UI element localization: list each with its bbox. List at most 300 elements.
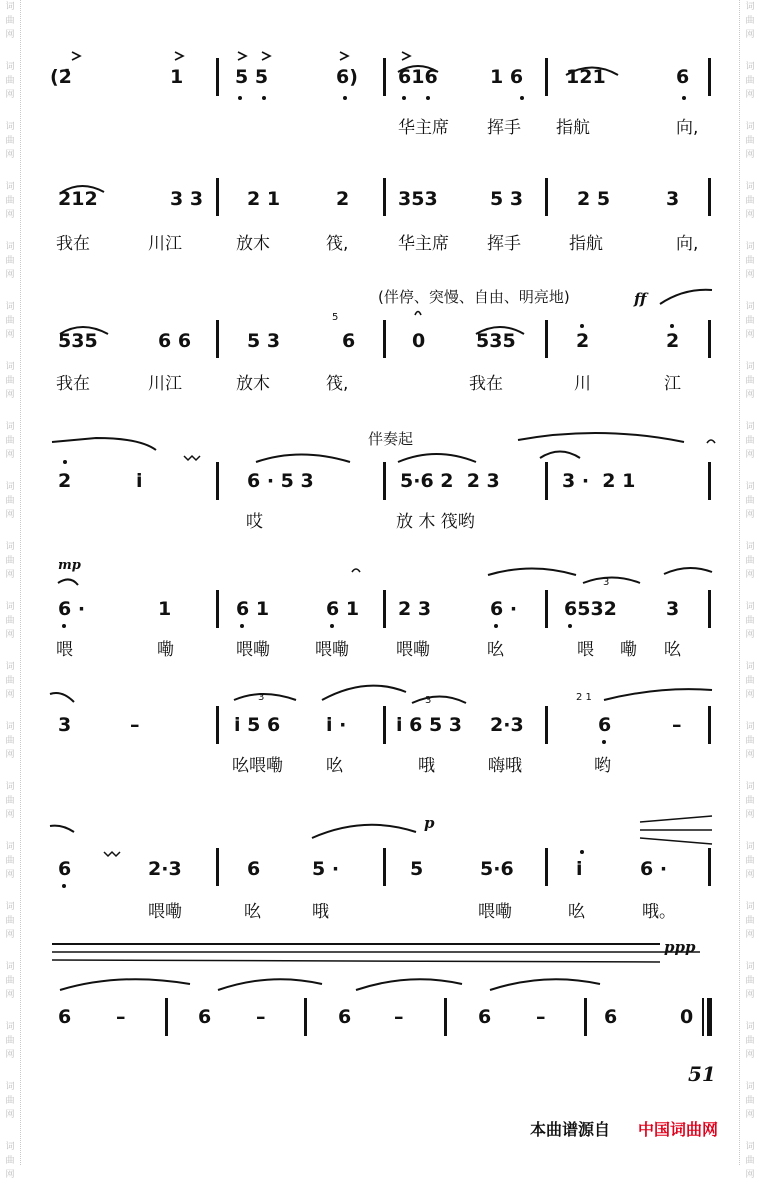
barline xyxy=(708,590,711,628)
watermark-char: 曲 xyxy=(745,316,755,326)
barline xyxy=(545,590,548,628)
glissando xyxy=(104,852,120,856)
slur xyxy=(58,579,78,585)
watermark-char: 词 xyxy=(5,302,15,312)
slur xyxy=(60,979,190,990)
note: 2·3 xyxy=(148,858,182,880)
barline xyxy=(216,320,219,358)
note: 5 3 xyxy=(490,188,524,210)
note: 6 1 xyxy=(326,598,360,620)
barline xyxy=(545,178,548,216)
watermark-char: 词 xyxy=(745,662,755,672)
lyric: 喂嘞 xyxy=(148,902,182,922)
note: 6 xyxy=(58,1006,72,1028)
note: 2 xyxy=(666,330,680,352)
note: (2̇ xyxy=(50,66,72,88)
slur xyxy=(218,979,322,990)
octave-dot xyxy=(330,624,334,628)
barline xyxy=(708,178,711,216)
watermark-char: 曲 xyxy=(5,496,15,506)
watermark-char: 曲 xyxy=(5,916,15,926)
watermark-char: 曲 xyxy=(5,136,15,146)
watermark-char: 曲 xyxy=(745,1036,755,1046)
barline xyxy=(216,58,219,96)
note: 3 xyxy=(666,188,680,210)
note: 6 xyxy=(58,858,72,880)
slur xyxy=(490,979,600,990)
note: – xyxy=(394,1006,404,1028)
watermark-char: 词 xyxy=(5,962,15,972)
grace-note: 2 1 xyxy=(576,692,592,703)
hairpin xyxy=(640,838,712,844)
lyric: 挥手 xyxy=(487,118,521,138)
note: 3 xyxy=(666,598,680,620)
watermark-char: 词 xyxy=(5,122,15,132)
note: 6 xyxy=(598,714,612,736)
watermark-char: 词 xyxy=(745,182,755,192)
tuplet-bracket xyxy=(234,694,296,700)
watermark-char: 网 xyxy=(745,690,755,700)
fermata xyxy=(707,440,715,443)
accompaniment-cue: 伴奏起 xyxy=(368,430,414,448)
watermark-char: 曲 xyxy=(745,76,755,86)
tie xyxy=(52,438,156,450)
watermark-char: 网 xyxy=(745,750,755,760)
watermark-char: 词 xyxy=(745,422,755,432)
dynamic-marking: ppp xyxy=(664,938,696,956)
barline xyxy=(216,590,219,628)
lyric: 喂嘞 xyxy=(315,640,349,660)
note: 6 xyxy=(478,1006,492,1028)
barline xyxy=(708,58,711,96)
note: 3 xyxy=(58,714,72,736)
watermark-char: 曲 xyxy=(745,856,755,866)
lyric: 川 xyxy=(574,374,591,394)
watermark-char: 网 xyxy=(5,330,15,340)
barline xyxy=(584,998,587,1036)
note: 6 · xyxy=(640,858,668,880)
dynamic-marking: mp xyxy=(58,558,81,573)
watermark-char: 词 xyxy=(745,782,755,792)
watermark-char: 网 xyxy=(5,990,15,1000)
note: 6532 xyxy=(564,598,617,620)
lyric: 吆 xyxy=(326,756,343,776)
accent-mark xyxy=(402,52,410,60)
lyric: 哦。 xyxy=(642,902,676,922)
watermark-char: 词 xyxy=(5,662,15,672)
note: 6 1 xyxy=(236,598,270,620)
watermark-char: 词 xyxy=(745,542,755,552)
watermark-char: 词 xyxy=(5,482,15,492)
lyric: 喂 xyxy=(56,640,73,660)
watermark-char: 网 xyxy=(745,1170,755,1180)
slur xyxy=(604,689,712,700)
note: 2 xyxy=(576,330,590,352)
watermark-char: 网 xyxy=(745,1050,755,1060)
barline xyxy=(216,462,219,500)
watermark-char: 网 xyxy=(745,150,755,160)
watermark-char: 曲 xyxy=(745,16,755,26)
barline xyxy=(383,58,386,96)
watermark-char: 网 xyxy=(745,570,755,580)
hairpin xyxy=(52,960,660,962)
barline xyxy=(216,848,219,886)
note: 6 xyxy=(247,858,261,880)
watermark-char: 曲 xyxy=(5,736,15,746)
lyric: 向, xyxy=(676,234,699,254)
watermark-char: 曲 xyxy=(5,856,15,866)
tie xyxy=(50,826,74,832)
watermark-char: 词 xyxy=(745,962,755,972)
watermark-char: 网 xyxy=(745,210,755,220)
lyric: 吆 xyxy=(487,640,504,660)
lyric: 向, xyxy=(676,118,699,138)
watermark-char: 网 xyxy=(5,270,15,280)
slur xyxy=(540,452,580,459)
note: i 6 5 3 xyxy=(396,714,463,736)
slur xyxy=(356,979,462,990)
barline xyxy=(708,706,711,744)
watermark-char: 网 xyxy=(5,1170,15,1180)
octave-dot xyxy=(62,624,66,628)
fermata xyxy=(352,569,360,572)
watermark-char: 曲 xyxy=(5,976,15,986)
watermark-char: 曲 xyxy=(745,1096,755,1106)
watermark-char: 词 xyxy=(745,2,755,12)
watermark-char: 网 xyxy=(745,510,755,520)
lyric: 哟 xyxy=(594,756,611,776)
octave-dot xyxy=(494,624,498,628)
final-barline-thick xyxy=(707,998,712,1036)
slur xyxy=(398,454,476,462)
watermark-char: 曲 xyxy=(745,556,755,566)
svg-text:3: 3 xyxy=(603,577,610,588)
note: i xyxy=(576,858,583,880)
watermark-char: 网 xyxy=(745,930,755,940)
note: 6 6 xyxy=(158,330,192,352)
note: 5·6 xyxy=(480,858,514,880)
watermark-char: 词 xyxy=(5,722,15,732)
barline xyxy=(383,320,386,358)
lyric: 川江 xyxy=(148,234,182,254)
note: – xyxy=(116,1006,126,1028)
octave-dot xyxy=(580,324,584,328)
note: 1 xyxy=(170,66,184,88)
svg-text:3: 3 xyxy=(258,692,265,703)
tuplet-bracket xyxy=(412,697,466,704)
glissando xyxy=(184,456,200,460)
watermark-char: 曲 xyxy=(5,256,15,266)
watermark-char: 词 xyxy=(745,482,755,492)
barline xyxy=(216,178,219,216)
watermark-char: 词 xyxy=(745,242,755,252)
watermark-char: 曲 xyxy=(5,436,15,446)
lyric: 吆 xyxy=(664,640,681,660)
note: 1 xyxy=(158,598,172,620)
final-barline-thin xyxy=(702,998,704,1036)
octave-dot xyxy=(426,96,430,100)
watermark-char: 曲 xyxy=(5,16,15,26)
barline xyxy=(216,706,219,744)
watermark-char: 词 xyxy=(5,422,15,432)
watermark-char: 网 xyxy=(745,810,755,820)
watermark-char: 曲 xyxy=(5,556,15,566)
watermark-char: 曲 xyxy=(745,616,755,626)
lyric: 放木 xyxy=(236,374,270,394)
barline xyxy=(545,848,548,886)
slur xyxy=(518,433,684,442)
note: i 5 6 xyxy=(234,714,281,736)
lyric: 嘞 xyxy=(620,640,637,660)
watermark-char: 词 xyxy=(745,302,755,312)
watermark-char: 曲 xyxy=(745,736,755,746)
note: 5·6 2 2 3 xyxy=(400,470,500,492)
lyric: 江 xyxy=(664,374,681,394)
octave-dot xyxy=(670,324,674,328)
note: 5 xyxy=(410,858,424,880)
octave-dot xyxy=(682,96,686,100)
lyric: 我在 xyxy=(56,234,90,254)
note: 353 xyxy=(398,188,438,210)
note: 535 xyxy=(58,330,98,352)
note: 616 xyxy=(398,66,438,88)
watermark-char: 曲 xyxy=(5,316,15,326)
watermark-char: 曲 xyxy=(745,676,755,686)
dynamic-marking: p xyxy=(424,814,435,832)
note: i · xyxy=(326,714,347,736)
octave-dot xyxy=(262,96,266,100)
note: 6 xyxy=(676,66,690,88)
watermark-char: 网 xyxy=(5,1050,15,1060)
lyric: 川江 xyxy=(148,374,182,394)
lyric: 喂 xyxy=(577,640,594,660)
note: 3 · 2 1 xyxy=(562,470,636,492)
watermark-char: 词 xyxy=(745,1082,755,1092)
watermark-char: 词 xyxy=(5,362,15,372)
watermark-char: 曲 xyxy=(745,376,755,386)
source-label: 本曲谱源自 xyxy=(530,1120,611,1139)
watermark-char: 词 xyxy=(5,242,15,252)
note: – xyxy=(256,1006,266,1028)
watermark-char: 曲 xyxy=(5,676,15,686)
barline xyxy=(383,706,386,744)
octave-dot xyxy=(63,460,67,464)
barline xyxy=(545,58,548,96)
watermark-char: 网 xyxy=(5,390,15,400)
barline xyxy=(383,590,386,628)
watermark-char: 词 xyxy=(5,602,15,612)
barline xyxy=(545,706,548,744)
watermark-char: 词 xyxy=(5,842,15,852)
watermark-char: 曲 xyxy=(5,1156,15,1166)
page-number: 51 xyxy=(688,1062,716,1086)
lyric: 挥手 xyxy=(487,234,521,254)
lyric: 嗨哦 xyxy=(488,756,522,776)
watermark-char: 网 xyxy=(745,450,755,460)
site-name[interactable]: 中国词曲网 xyxy=(638,1120,719,1139)
watermark-char: 曲 xyxy=(745,796,755,806)
watermark-char: 词 xyxy=(745,1022,755,1032)
watermark-char: 曲 xyxy=(745,436,755,446)
watermark-char: 词 xyxy=(745,62,755,72)
note: 5 3 xyxy=(247,330,281,352)
watermark-char: 网 xyxy=(745,990,755,1000)
watermark-char: 网 xyxy=(5,630,15,640)
accent-mark xyxy=(262,52,270,60)
note: 6 xyxy=(342,330,356,352)
watermark-char: 网 xyxy=(5,690,15,700)
accent-mark xyxy=(238,52,246,60)
note: 0 xyxy=(680,1006,694,1028)
octave-dot xyxy=(343,96,347,100)
slur xyxy=(660,290,712,304)
octave-dot xyxy=(240,624,244,628)
watermark-char: 词 xyxy=(5,902,15,912)
watermark-char: 网 xyxy=(745,330,755,340)
slur xyxy=(322,686,406,700)
octave-dot xyxy=(602,740,606,744)
lyric: 我在 xyxy=(469,374,503,394)
note: 6 · xyxy=(58,598,86,620)
lyric: 吆 xyxy=(568,902,585,922)
performance-annotation: (伴停、突慢、自由、明亮地) xyxy=(378,288,570,306)
barline xyxy=(383,178,386,216)
accent-mark xyxy=(175,52,183,60)
dynamic-marking: ff xyxy=(634,290,647,308)
barline xyxy=(545,462,548,500)
slur xyxy=(664,568,712,574)
lyric: 吆 xyxy=(244,902,261,922)
note: 0 xyxy=(412,330,426,352)
slur xyxy=(256,455,350,463)
note: i xyxy=(136,470,143,492)
note: 5 5 xyxy=(235,66,269,88)
note: 2 1 xyxy=(247,188,281,210)
lyric: 哎 xyxy=(246,512,263,532)
watermark-char: 词 xyxy=(5,1022,15,1032)
slur xyxy=(488,569,576,576)
octave-dot xyxy=(62,884,66,888)
barline xyxy=(708,848,711,886)
watermark-char: 曲 xyxy=(5,376,15,386)
watermark-char: 网 xyxy=(745,90,755,100)
watermark-char: 曲 xyxy=(745,136,755,146)
watermark-char: 网 xyxy=(5,870,15,880)
note: 2 xyxy=(336,188,350,210)
lyric: 哦 xyxy=(418,756,435,776)
watermark-char: 网 xyxy=(745,870,755,880)
lyric: 筏, xyxy=(326,374,349,394)
lyric: 嘞 xyxy=(157,640,174,660)
watermark-char: 词 xyxy=(745,122,755,132)
watermark-char: 网 xyxy=(745,630,755,640)
watermark-char: 曲 xyxy=(5,796,15,806)
watermark-char: 词 xyxy=(745,842,755,852)
note: 212 xyxy=(58,188,98,210)
barline xyxy=(545,320,548,358)
watermark-char: 曲 xyxy=(5,1036,15,1046)
octave-dot xyxy=(580,850,584,854)
lyric: 哦 xyxy=(312,902,329,922)
lyric: 放木 xyxy=(236,234,270,254)
note: 1 6 xyxy=(490,66,524,88)
watermark-char: 词 xyxy=(745,602,755,612)
grace-note: 5 xyxy=(332,312,339,323)
note: 6 xyxy=(338,1006,352,1028)
watermark-char: 网 xyxy=(745,390,755,400)
svg-text:3: 3 xyxy=(425,695,432,706)
note: 2 xyxy=(58,470,72,492)
watermark-char: 词 xyxy=(745,902,755,912)
lyric: 指航 xyxy=(556,118,590,138)
watermark-char: 曲 xyxy=(745,1156,755,1166)
note: – xyxy=(536,1006,546,1028)
watermark-char: 网 xyxy=(5,1110,15,1120)
note: 6 xyxy=(604,1006,618,1028)
note: – xyxy=(672,714,682,736)
note: 3 3 xyxy=(170,188,204,210)
watermark-char: 曲 xyxy=(745,916,755,926)
lyric: 喂嘞 xyxy=(478,902,512,922)
octave-dot xyxy=(402,96,406,100)
lyric: 吆喂嘞 xyxy=(232,756,283,776)
note: – xyxy=(130,714,140,736)
watermark-char: 网 xyxy=(5,210,15,220)
watermark-char: 曲 xyxy=(745,976,755,986)
watermark-char: 曲 xyxy=(5,616,15,626)
barline xyxy=(304,998,307,1036)
octave-dot xyxy=(568,624,572,628)
watermark-char: 网 xyxy=(745,270,755,280)
lyric: 筏, xyxy=(326,234,349,254)
watermark-char: 曲 xyxy=(745,196,755,206)
lyric: 喂嘞 xyxy=(236,640,270,660)
lyric: 我在 xyxy=(56,374,90,394)
watermark-char: 网 xyxy=(745,1110,755,1120)
note: 6 · 5 3 xyxy=(247,470,314,492)
watermark-char: 词 xyxy=(745,722,755,732)
watermark-char: 网 xyxy=(5,30,15,40)
note: 6) xyxy=(336,66,358,88)
watermark-char: 网 xyxy=(5,750,15,760)
note: 2·3 xyxy=(490,714,524,736)
barline xyxy=(708,462,711,500)
barline xyxy=(165,998,168,1036)
watermark-char: 网 xyxy=(5,90,15,100)
watermark-char: 曲 xyxy=(5,1096,15,1106)
watermark-char: 曲 xyxy=(745,256,755,266)
watermark-char: 词 xyxy=(5,782,15,792)
watermark-char: 曲 xyxy=(5,76,15,86)
note: 5 · xyxy=(312,858,340,880)
note: 2 3 xyxy=(398,598,432,620)
note: 535 xyxy=(476,330,516,352)
tie xyxy=(50,693,74,702)
note: 121 xyxy=(566,66,606,88)
note: 6 xyxy=(198,1006,212,1028)
watermark-char: 词 xyxy=(5,1142,15,1152)
octave-dot xyxy=(238,96,242,100)
watermark-char: 词 xyxy=(5,62,15,72)
accent-mark xyxy=(72,52,80,60)
watermark-char: 词 xyxy=(5,182,15,192)
watermark-char: 词 xyxy=(5,1082,15,1092)
barline xyxy=(383,462,386,500)
note: 6 · xyxy=(490,598,518,620)
watermark-char: 网 xyxy=(5,810,15,820)
hairpin xyxy=(640,816,712,822)
fermata xyxy=(415,312,421,316)
